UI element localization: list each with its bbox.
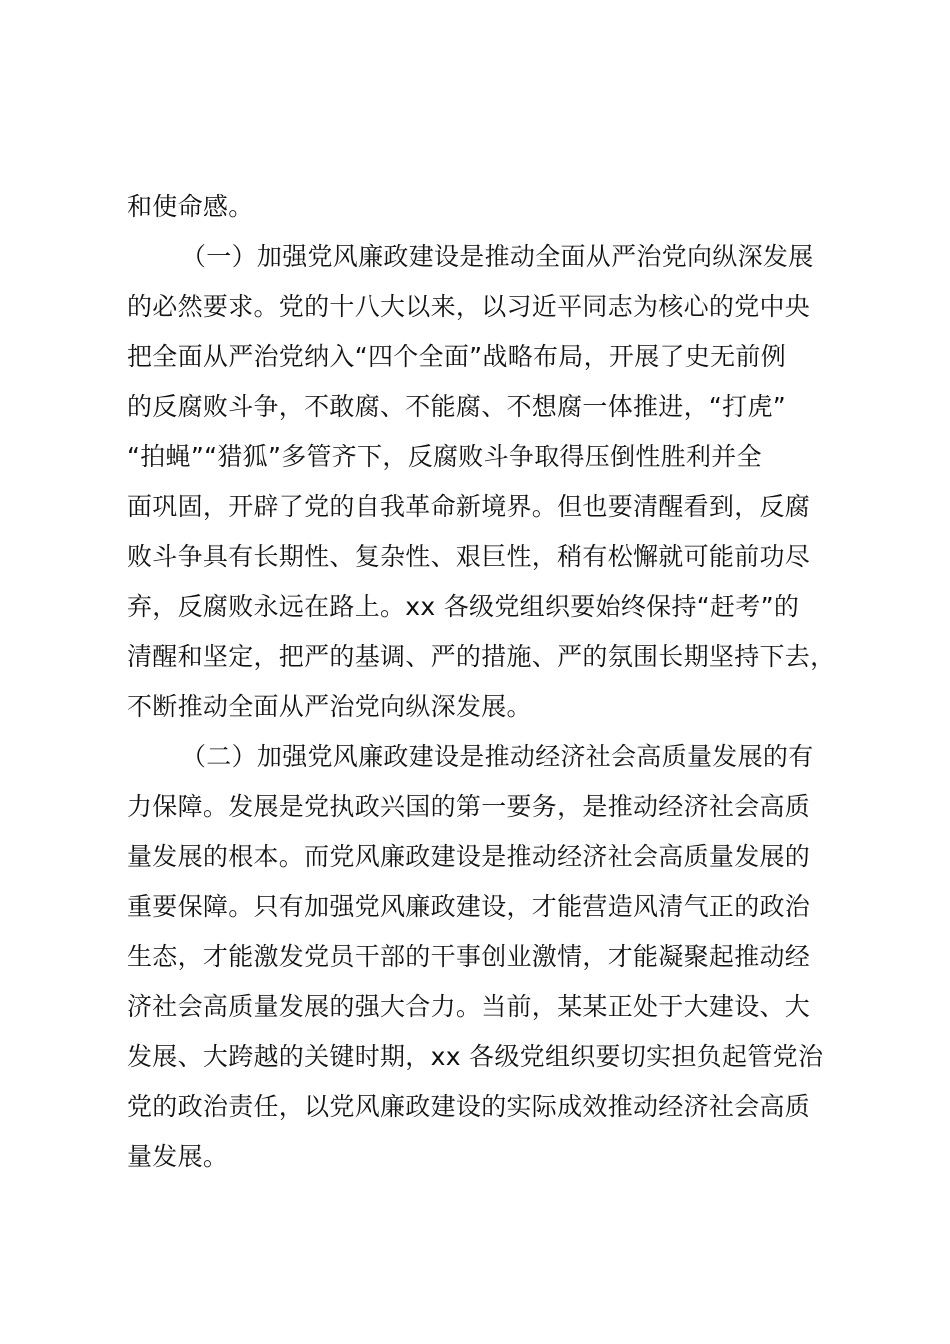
text-line: 重要保障。只有加强党风廉政建设，才能营造风清气正的政治 [127,892,811,921]
text-line: 的必然要求。党的十八大以来，以习近平同志为核心的党中央 [127,292,811,321]
text-line: 党的政治责任，以党风廉政建设的实际成效推动经济社会高质 [127,1092,811,1121]
text-line: 把全面从严治党纳入“四个全面”战略布局，开展了史无前例 [127,342,787,371]
text-line: 清醒和坚定，把严的基调、严的措施、严的氛围长期坚持下去， [127,642,836,671]
text-line: 弃，反腐败永远在路上。xx 各级党组织要始终保持“赶考”的 [127,592,800,621]
paragraph-heading-line: （二）加强党风廉政建设是推动经济社会高质量发展的有 [181,742,814,771]
paragraph-heading-line: （一）加强党风廉政建设是推动全面从严治党向纵深发展 [181,242,814,271]
text-line: 量发展。 [127,1142,229,1171]
text-line: 面巩固，开辟了党的自我革命新境界。但也要清醒看到，反腐 [127,492,811,521]
text-line: 量发展的根本。而党风廉政建设是推动经济社会高质量发展的 [127,842,811,871]
text-line: 发展、大跨越的关键时期，xx 各级党组织要切实担负起管党治 [127,1042,824,1071]
text-line: 济社会高质量发展的强大合力。当前，某某正处于大建设、大 [127,992,811,1021]
text-line: 的反腐败斗争，不敢腐、不能腐、不想腐一体推进，“打虎” [127,392,787,421]
document-page [127,182,847,1182]
text-line: 不断推动全面从严治党向纵深发展。 [127,692,532,721]
text-line: 败斗争具有长期性、复杂性、艰巨性，稍有松懈就可能前功尽 [127,542,811,571]
text-line: “拍蝇”“猎狐”多管齐下，反腐败斗争取得压倒性胜利并全 [127,442,762,471]
text-line: 和使命感。 [127,192,254,221]
text-line: 力保障。发展是党执政兴国的第一要务，是推动经济社会高质 [127,792,811,821]
text-line: 生态，才能激发党员干部的干事创业激情，才能凝聚起推动经 [127,942,811,971]
